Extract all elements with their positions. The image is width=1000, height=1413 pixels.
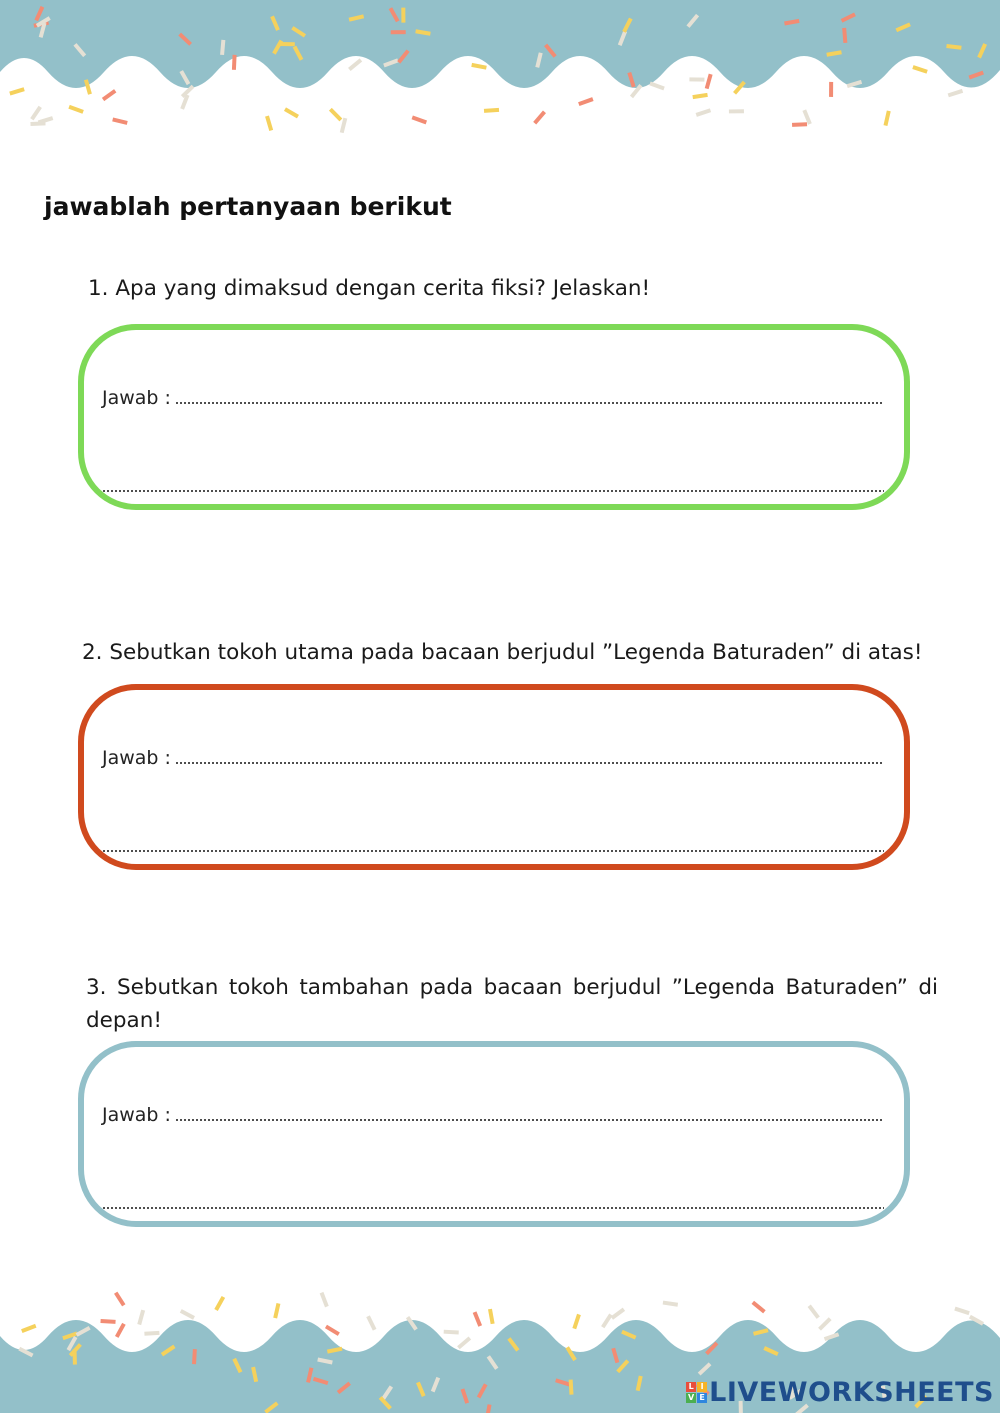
confetti-piece: [412, 116, 427, 125]
watermark-brand: LIVEWORKSHEETS: [709, 1376, 994, 1408]
confetti-piece: [729, 109, 744, 113]
confetti-piece: [569, 1380, 574, 1395]
confetti-piece: [115, 1323, 126, 1338]
confetti-piece: [284, 107, 299, 118]
answer-label: Jawab :: [102, 387, 171, 409]
confetti-piece: [391, 30, 406, 34]
answer-label: Jawab :: [102, 747, 171, 769]
confetti-piece: [100, 1319, 115, 1324]
dotted-line: [175, 1118, 884, 1122]
confetti-piece: [705, 74, 713, 90]
confetti-piece: [663, 1301, 678, 1307]
confetti-piece: [30, 121, 45, 126]
confetti-piece: [144, 1331, 159, 1336]
liveworksheets-watermark: [686, 1375, 994, 1409]
confetti-piece: [30, 106, 42, 121]
question-2-text: 2. Sebutkan tokoh utama pada bacaan berjudul ”Legenda Baturaden” di atas!: [82, 640, 923, 665]
confetti-piece: [320, 1292, 329, 1307]
confetti-piece: [948, 89, 964, 97]
answer-box-1[interactable]: [78, 324, 910, 510]
answer-box-3[interactable]: [78, 1041, 910, 1227]
confetti-piece: [214, 1296, 225, 1311]
confetti-piece: [884, 110, 891, 126]
question-1-text: 1. Apa yang dimaksud dengan cerita fiksi? Jelaskan!: [88, 276, 651, 301]
confetti-piece: [444, 1330, 459, 1335]
confetti-piece: [68, 105, 83, 114]
confetti-piece: [273, 1303, 280, 1319]
answer-line-2[interactable]: [102, 832, 884, 856]
confetti-piece: [484, 108, 499, 113]
confetti-piece: [232, 55, 237, 70]
dotted-line: [102, 849, 884, 853]
confetti-piece: [611, 1308, 625, 1320]
confetti-piece: [696, 108, 712, 116]
answer-line-1[interactable]: [102, 1101, 884, 1125]
confetti-piece: [325, 1325, 340, 1336]
confetti-piece: [601, 1314, 613, 1329]
confetti-piece: [329, 108, 342, 121]
confetti-piece: [348, 58, 362, 71]
confetti-piece: [192, 1349, 197, 1364]
confetti-piece: [265, 115, 273, 131]
dotted-line: [175, 401, 884, 405]
dotted-line: [175, 761, 884, 765]
confetti-piece: [280, 42, 295, 46]
confetti-piece: [912, 65, 927, 74]
confetti-piece: [792, 122, 807, 127]
confetti-piece: [488, 1309, 495, 1324]
answer-label: Jawab :: [102, 1104, 171, 1126]
confetti-piece: [818, 1317, 831, 1330]
confetti-piece: [829, 82, 833, 97]
confetti-piece: [340, 118, 347, 134]
confetti-piece: [401, 8, 405, 23]
confetti-piece: [114, 1292, 125, 1307]
confetti-piece: [649, 82, 664, 91]
confetti-piece: [137, 1310, 145, 1326]
question-3-text: 3. Sebutkan tokoh tambahan pada bacaan berjudul ”Legenda Baturaden” di depan!: [86, 975, 938, 1033]
confetti-piece: [473, 1311, 482, 1326]
confetti-piece: [954, 1307, 970, 1315]
dotted-line: [102, 1206, 884, 1210]
answer-line-1[interactable]: [102, 744, 884, 768]
confetti-piece: [9, 87, 25, 95]
confetti-piece: [366, 1315, 376, 1330]
answer-line-2[interactable]: [102, 1189, 884, 1213]
confetti-piece: [457, 1336, 471, 1349]
confetti-piece: [808, 1305, 820, 1319]
confetti-piece: [180, 1309, 195, 1320]
answer-box-2[interactable]: [78, 684, 910, 870]
top-confetti-banner: [0, 0, 1000, 135]
confetti-piece: [471, 63, 486, 70]
answer-line-1[interactable]: [102, 384, 884, 408]
worksheet-title: jawablah pertanyaan berikut: [44, 192, 452, 221]
confetti-piece: [21, 1324, 36, 1333]
confetti-piece: [692, 93, 707, 99]
confetti-piece: [689, 77, 704, 81]
liveworksheets-logo-icon: L I V E: [686, 1382, 707, 1403]
confetti-piece: [112, 118, 128, 125]
confetti-piece: [572, 1314, 580, 1329]
answer-line-2[interactable]: [102, 472, 884, 496]
confetti-piece: [533, 110, 546, 124]
dotted-line: [102, 489, 884, 493]
confetti-piece: [752, 1301, 766, 1314]
confetti-piece: [578, 97, 593, 106]
confetti-piece: [102, 89, 117, 101]
top-scallop-shape: [0, 0, 1000, 88]
